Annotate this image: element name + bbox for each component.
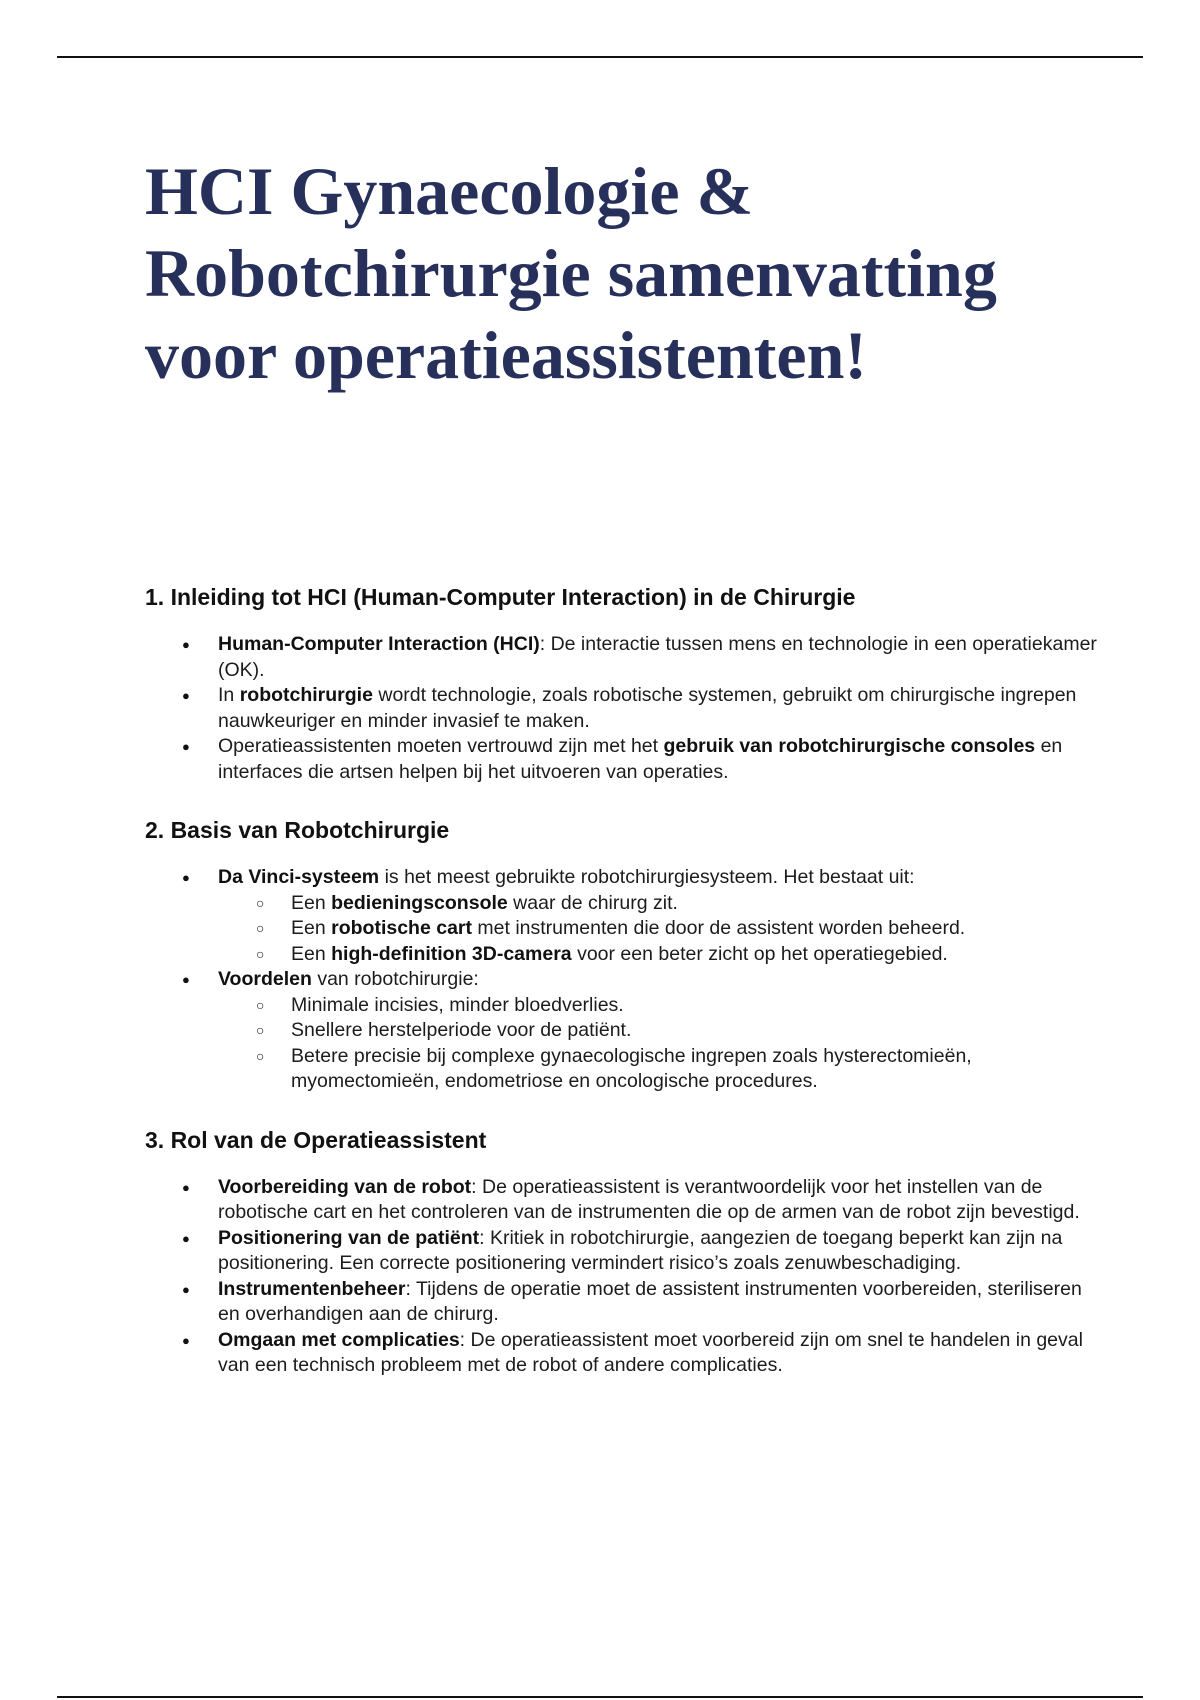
text-run: en interfaces die artsen helpen bij het uitvoeren van operaties. [218,735,1063,783]
text-run: : De operatieassistent is verantwoordelijk voor het instellen van de robotische cart en het controleren van de instrumenten die op de armen van de robot zijn bevestigd. [218,1175,1080,1223]
section-1 [145,582,1105,785]
list-item [218,1226,1105,1277]
bold-term: gebruik van robotchirurgische consoles [663,735,1036,757]
bold-term: bedieningsconsole [331,891,508,914]
text-run: met instrumenten die door de assistent worden beheerd. [472,917,966,939]
text-run: voor een beter zicht op het operatiegebied. [571,942,948,965]
text-run: wordt technologie, zoals robotische systemen, gebruikt om chirurgische ingrepen nauwkeuriger en minder invasief te maken. [218,684,1077,732]
text-run: : De interactie tussen mens en technologie in een operatiekamer (OK). [218,633,1097,681]
bold-term: robotchirurgie [239,684,373,706]
bullet-list [145,1175,1105,1379]
bullet-list [145,632,1105,785]
document-title: HCI Gynaecologie & Robotchirurgie samenvatting voor operatieassistenten! [145,153,997,393]
sub-list [218,891,1105,968]
bold-term: Human-Computer Interaction (HCI) [218,633,540,655]
text-run: Operatieassistenten moeten vertrouwd zijn met het [218,735,664,757]
text-run: waar de chirurg zit. [507,891,678,914]
section-2 [145,815,1105,1095]
bullet-list [145,865,1105,1095]
footer-rule [57,1696,1143,1698]
bold-term: Voorbereiding van de robot [218,1175,472,1198]
section-heading: 1. Inleiding tot HCI (Human-Computer Interaction) in de Chirurgie [145,584,856,610]
section-heading: 2. Basis van Robotchirurgie [145,817,450,843]
section-3 [145,1125,1105,1379]
list-item [218,865,1105,967]
bold-term: robotische cart [331,917,472,939]
text-run: is het meest gebruikte robotchirurgiesysteem. Het bestaat uit: [379,866,915,888]
document-sections [145,582,1105,1379]
text-run: Minimale incisies, minder bloedverlies. [291,993,624,1016]
text-run: van robotchirurgie: [311,968,479,990]
sub-list-item [291,1044,1105,1095]
bold-term: Instrumentenbeheer [218,1277,406,1300]
bold-term: Omgaan met complicaties [218,1328,460,1351]
text-run: In [218,684,240,706]
text-run: Snellere herstelperiode voor de patiënt. [291,1019,632,1041]
section-heading: 3. Rol van de Operatieassistent [145,1126,487,1153]
sub-list-item [291,942,1105,968]
bold-term: high-definition 3D-camera [331,942,572,965]
text-run: : De operatieassistent moet voorbereid zijn om snel te handelen in geval van een technisch probleem met de robot of andere complicaties. [218,1328,1083,1376]
text-run: Een [291,891,332,914]
list-item [218,1175,1105,1226]
text-run: Betere precisie bij complexe gynaecologische ingrepen zoals hysterectomieën, myomectomieën, endometriose en oncologische procedures. [291,1044,972,1092]
sub-list-item [291,916,1105,942]
text-run: Een [291,942,332,965]
list-item [218,632,1105,683]
text-run: Een [291,917,332,939]
bold-term: Da Vinci-systeem [218,866,380,888]
list-item [218,1328,1105,1379]
document-page [145,150,1105,1409]
list-item [218,1277,1105,1328]
bold-term: Voordelen [218,968,312,990]
sub-list [218,993,1105,1095]
list-item [218,683,1105,734]
list-item [218,967,1105,1095]
header-rule [57,56,1143,58]
sub-list-item [291,1018,1105,1044]
text-run: : Tijdens de operatie moet de assistent instrumenten voorbereiden, steriliseren en overhandigen aan de chirurg. [218,1277,1082,1325]
sub-list-item [291,993,1105,1019]
bold-term: Positionering van de patiënt [218,1226,480,1249]
list-item [218,734,1105,785]
sub-list-item [291,891,1105,917]
text-run: : Kritiek in robotchirurgie, aangezien de toegang beperkt kan zijn na positionering. Een correcte positionering vermindert risico’s zoals zenuwbeschadiging. [218,1226,1063,1274]
